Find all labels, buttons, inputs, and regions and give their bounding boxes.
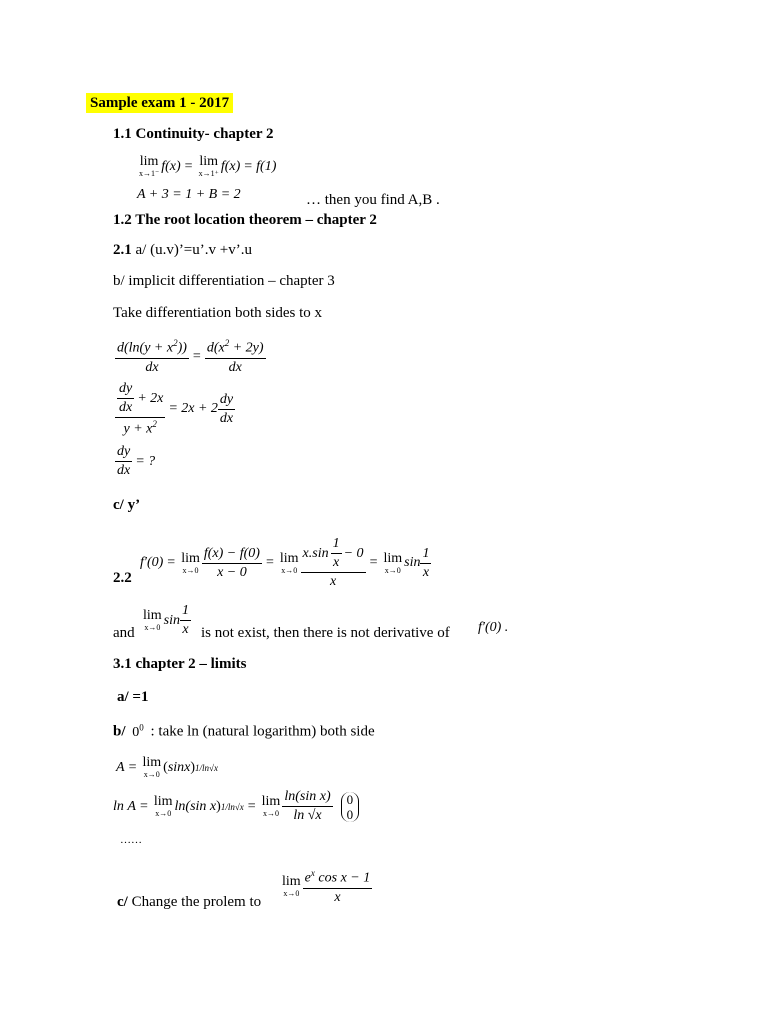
change-problem-text: Change the prolem to (131, 894, 262, 910)
limit-c-expression: lim x→0 $\frac{e^x \cos x - 1}{x}$ (282, 868, 371, 905)
b-label: b/ (113, 723, 126, 740)
section-3-1-c (117, 894, 261, 911)
section-3-1-b: b/ $0^0$ : take ln (natural logarithm) both side (113, 722, 375, 740)
implicit-eq-1: $\frac{d(\ln(y + x^2))}{dx}$ = $\frac{d(x^2 + 2y)}{dx}$ (117, 338, 264, 375)
f-prime-zero: f′(0) . (478, 620, 509, 635)
section-2-1-a (113, 242, 252, 259)
product-rule-text: a/ (u.v)’=u’.v +v’.u (135, 242, 252, 258)
take-differentiation-text: Take differentiation both sides to x (113, 305, 323, 321)
take-ln-text: : take ln (natural logarithm) both side (150, 723, 375, 740)
continuity-equation: lim x→1⁻ f (x) = lim x→1⁺ f (x) = f (1) (139, 154, 277, 178)
exam-title (86, 95, 233, 112)
and-text: and (113, 625, 135, 641)
section-1-2-heading: 1.2 The root location theorem – chapter 2 (113, 212, 377, 228)
limit-a-definition: A = lim x→0 ( sin x ) 1/ln√x (116, 755, 218, 779)
derivative-definition: f ′(0) = lim x→0 $\frac{f(x) - f(0)}{x - 0}$ = lim x→0 x.sin $\frac{1}{x}$ − 0 x = lim x→0 sin $\frac{1}{x}$ (140, 536, 430, 589)
not-exist-text: is not exist, then there is not derivative of (201, 625, 450, 641)
section-2-2-label: 2.2 (113, 570, 132, 586)
section-2-1-label: 2.1 (113, 242, 132, 258)
ln-a-equation: ln A = lim x→0 ln(sin x ) 1/ln√x = lim x→0 $\frac{\text{ln(sin x)}}{\ln √x}$ 0 0 (113, 789, 359, 824)
section-3-1-heading: 3.1 chapter 2 – limits (113, 656, 247, 672)
section-3-1-a: a/ =1 (117, 689, 149, 705)
then-find-text: … then you find A,B . (306, 192, 440, 208)
implicit-eq-2: $\frac{dy}{dx}$ + 2x $y + x^2$ = 2x + 2 $\frac{dy}{dx}$ (115, 381, 235, 438)
title-highlight: Sample exam 1 - 2017 (86, 93, 233, 113)
c-label: c/ (117, 894, 128, 910)
ellipsis: …… (120, 834, 142, 846)
implicit-eq-3: $\frac{dy}{dx}$ = ? (117, 444, 156, 478)
section-2-1-c: c/ y’ (113, 497, 141, 513)
section-2-1-b: b/ implicit differentiation – chapter 3 (113, 273, 335, 289)
ab-equation: A + 3 = 1 + B = 2 (137, 187, 241, 202)
lim-sin-expression: lim x→0 sin $\frac{1}{x}$ (143, 603, 190, 637)
section-1-1-heading: 1.1 Continuity- chapter 2 (113, 126, 274, 142)
